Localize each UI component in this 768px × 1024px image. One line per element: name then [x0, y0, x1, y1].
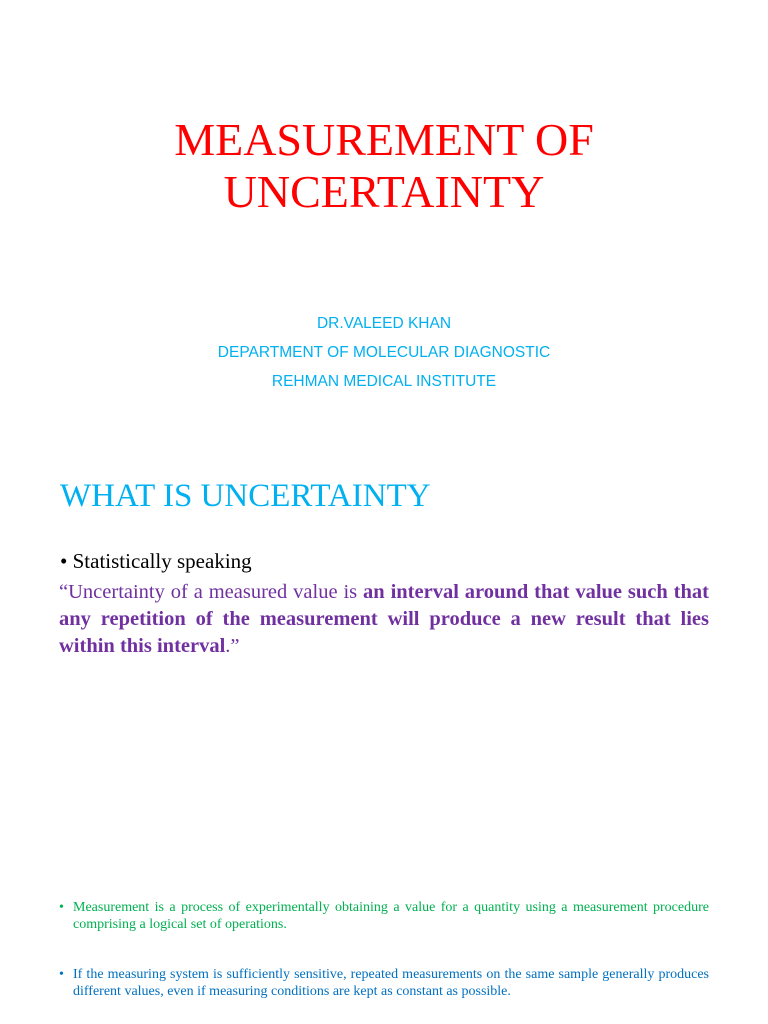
author-name: DR.VALEED KHAN	[316, 315, 452, 332]
slide-title	[0, 114, 768, 218]
title-line-1: MEASUREMENT OF	[174, 114, 594, 165]
quote-open-mark: “	[59, 581, 69, 603]
content-slide	[0, 440, 768, 1024]
bullet-icon: •	[59, 967, 64, 982]
slide-subtitle	[0, 309, 768, 396]
institute-name: REHMAN MEDICAL INSTITUTE	[271, 373, 497, 390]
section-heading: WHAT IS UNCERTAINTY	[60, 478, 431, 514]
bullet-text: Statistically speaking	[72, 549, 252, 573]
quote-plain-text: Uncertainty of a measured value is	[68, 581, 364, 603]
note-item-1	[59, 899, 709, 933]
bullet-icon: •	[60, 549, 68, 573]
note-item-2	[59, 966, 709, 1000]
quote-bold-text: an interval around that value such that any repetition of the measurement will produce a new result that lies within this interval	[59, 581, 709, 657]
bullet-icon: •	[59, 900, 64, 915]
bullet-item	[60, 548, 252, 574]
note-text-1: Measurement is a process of experimentally obtaining a value for a quantity using a measurement procedure comprising a logical set of operations.	[73, 900, 709, 932]
quote-close-mark: .”	[225, 635, 240, 657]
title-line-2: UNCERTAINTY	[223, 166, 545, 217]
definition-quote	[59, 579, 709, 660]
note-text-2: If the measuring system is sufficiently sensitive, repeated measurements on the same sample generally produces different values, even if measuring conditions are kept as constant as possible.	[73, 967, 709, 999]
department-name: DEPARTMENT OF MOLECULAR DIAGNOSTIC	[217, 344, 551, 361]
title-slide	[0, 0, 768, 430]
